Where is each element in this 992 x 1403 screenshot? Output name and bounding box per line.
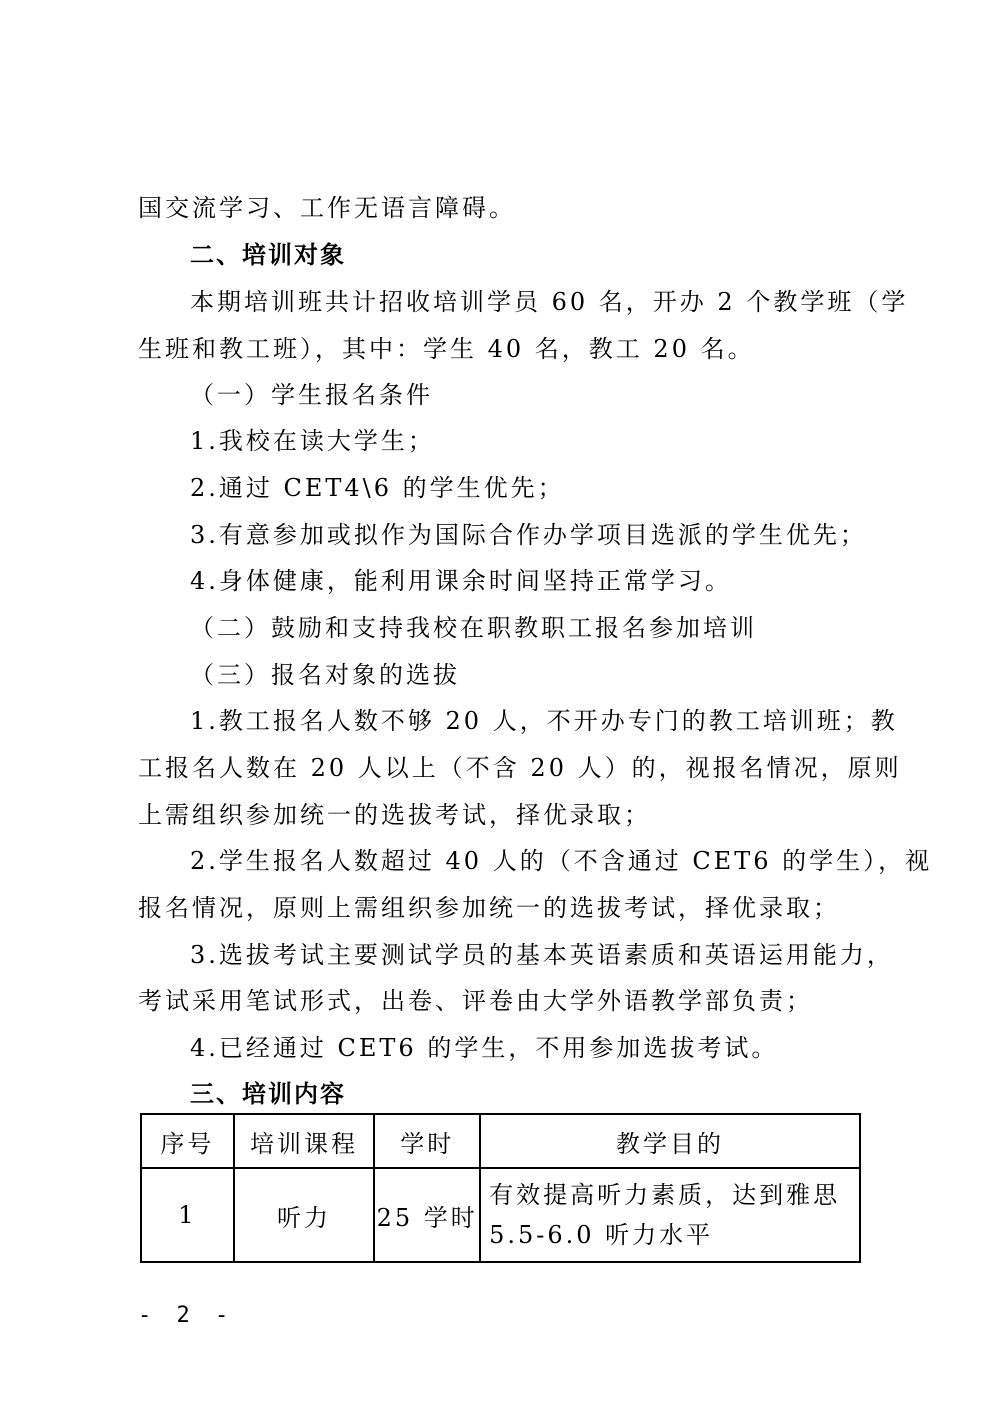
training-content-table — [140, 1113, 861, 1263]
subsection-heading: （三）报名对象的选拔 — [190, 661, 460, 689]
table-cell-index: 1 — [141, 1168, 234, 1262]
paragraph-line: 考试采用笔试形式，出卷、评卷由大学外语教学部负责； — [138, 987, 813, 1015]
list-item: 3.选拔考试主要测试学员的基本英语素质和英语运用能力， — [190, 941, 894, 969]
table-cell-hours: 25 学时 — [374, 1168, 480, 1262]
table-cell-course: 听力 — [234, 1168, 375, 1262]
paragraph-line: 报名情况，原则上需组织参加统一的选拔考试，择优录取； — [138, 894, 840, 922]
list-item: 1.教工报名人数不够 20 人，不开办专门的教工培训班；教 — [190, 707, 898, 735]
list-item: 2.学生报名人数超过 40 人的（不含通过 CET6 的学生），视 — [190, 847, 933, 875]
paragraph-line: 本期培训班共计招收培训学员 60 名，开办 2 个教学班（学 — [190, 288, 909, 316]
subsection-heading: （二）鼓励和支持我校在职教职工报名参加培训 — [190, 614, 757, 642]
table-header-cell: 序号 — [141, 1114, 234, 1168]
section-heading-target: 二、培训对象 — [190, 241, 346, 269]
list-item: 4.已经通过 CET6 的学生，不用参加选拔考试。 — [190, 1034, 779, 1062]
paragraph-line: 工报名人数在 20 人以上（不含 20 人）的，视报名情况，原则 — [138, 754, 902, 782]
table-cell-goal: 有效提高听力素质，达到雅思 5.5-6.0 听力水平 — [480, 1168, 860, 1262]
page-number: - 2 - — [138, 1303, 235, 1328]
paragraph-line: 国交流学习、工作无语言障碍。 — [138, 194, 516, 222]
table-row — [141, 1168, 860, 1262]
table-header-row — [141, 1114, 860, 1168]
paragraph-line: 生班和教工班），其中：学生 40 名，教工 20 名。 — [138, 335, 755, 363]
section-heading-content: 三、培训内容 — [190, 1080, 346, 1108]
subsection-heading: （一）学生报名条件 — [190, 381, 433, 409]
list-item: 4.身体健康，能利用课余时间坚持正常学习。 — [190, 567, 732, 595]
list-item: 2.通过 CET4\6 的学生优先； — [190, 474, 565, 502]
list-item: 1.我校在读大学生； — [190, 427, 435, 455]
paragraph-line: 上需组织参加统一的选拔考试，择优录取； — [138, 801, 651, 829]
table-header-cell: 教学目的 — [480, 1114, 860, 1168]
list-item: 3.有意参加或拟作为国际合作办学项目选派的学生优先； — [190, 521, 867, 549]
table-header-cell: 培训课程 — [234, 1114, 375, 1168]
table-header-cell: 学时 — [374, 1114, 480, 1168]
